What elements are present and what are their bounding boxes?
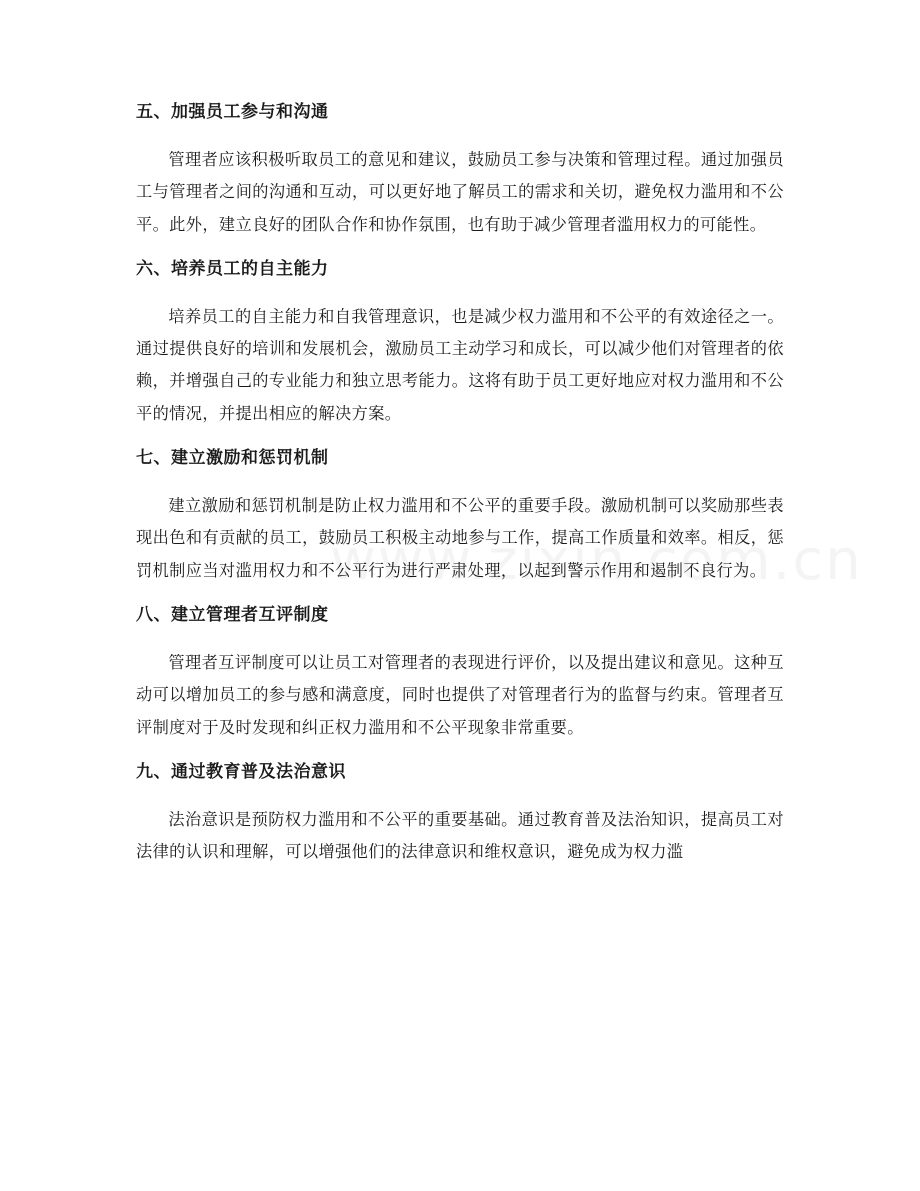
section-paragraph: 管理者应该积极听取员工的意见和建议，鼓励员工参与决策和管理过程。通过加强员工与管理者之间的沟通和互动，可以更好地了解员工的需求和关切，避免权力滥用和不公平。此外，建立良好的团队合作和协作氛围，也有助于减少管理者滥用权力的可能性。 [136,150,784,234]
section-paragraph: 建立激励和惩罚机制是防止权力滥用和不公平的重要手段。激励机制可以奖励那些表现出色和有贡献的员工，鼓励员工积极主动地参与工作，提高工作质量和效率。相反，惩罚机制应当对滥用权力和不公平行为进行严肃处理，以起到警示作用和遏制不良行为。 [136,496,784,580]
section-paragraph: 法治意识是预防权力滥用和不公平的重要基础。通过教育普及法治知识，提高员工对法律的认识和理解，可以增强他们的法律意识和维权意识，避免成为权力滥 [136,809,784,862]
section-heading: 八、建立管理者互评制度 [136,604,329,625]
section-9 [136,760,784,869]
section-7 [136,446,784,587]
document-page [136,100,784,884]
section-6 [136,257,784,430]
section-paragraph: 管理者互评制度可以让员工对管理者的表现进行评价，以及提出建议和意见。这种互动可以增加员工的参与感和满意度，同时也提供了对管理者行为的监督与约束。管理者互评制度对于及时发现和纠正权力滥用和不公平现象非常重要。 [136,652,784,737]
section-heading: 六、培养员工的自主能力 [136,258,329,279]
section-8 [136,603,784,744]
section-paragraph: 培养员工的自主能力和自我管理意识，也是减少权力滥用和不公平的有效途径之一。通过提供良好的培训和发展机会，激励员工主动学习和成长，可以减少他们对管理者的依赖，并增强自己的专业能力和独立思考能力。这将有助于员工更好地应对权力滥用和不公平的情况，并提出相应的解决方案。 [136,306,784,423]
section-heading: 五、加强员工参与和沟通 [136,102,329,122]
section-5 [136,100,784,241]
section-heading: 七、建立激励和惩罚机制 [136,448,329,469]
section-heading: 九、通过教育普及法治意识 [136,761,346,782]
